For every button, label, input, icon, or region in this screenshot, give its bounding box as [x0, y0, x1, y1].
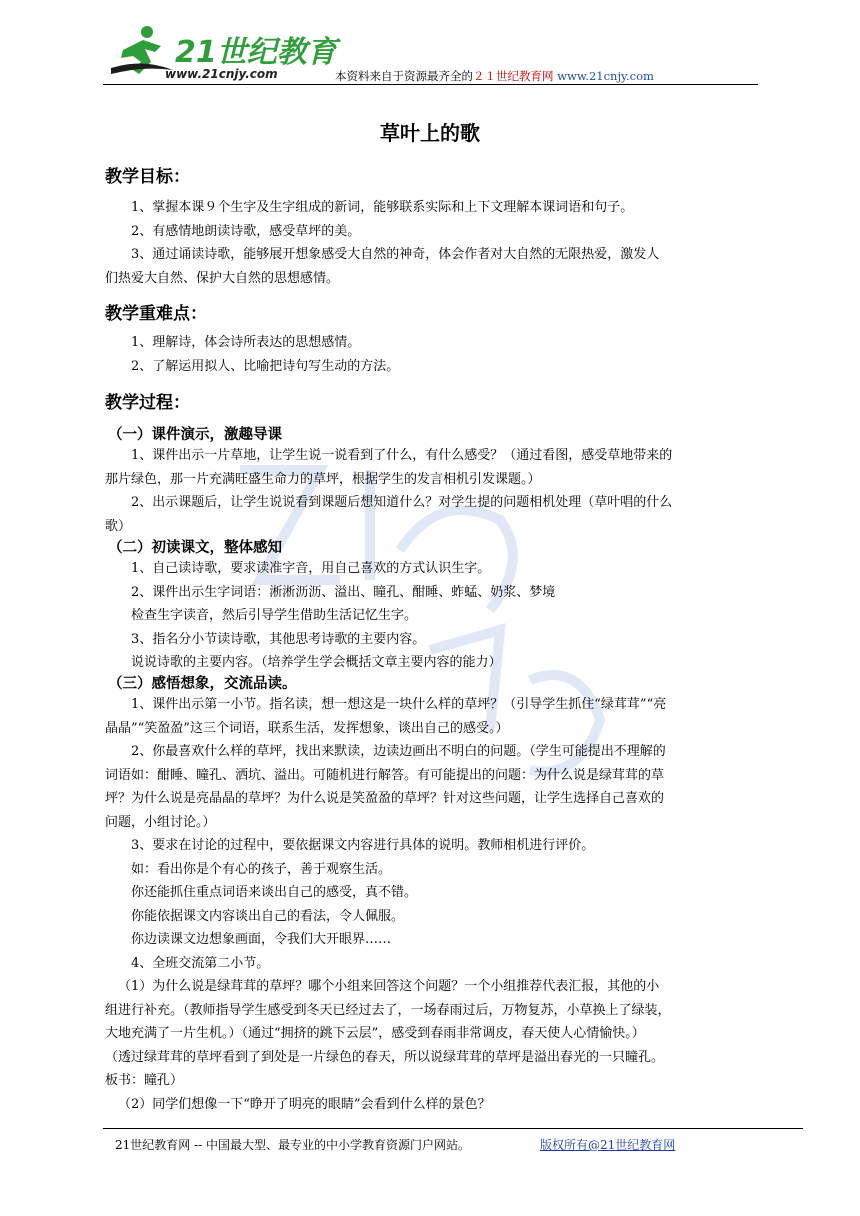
part3-line: 大地充满了一片生机。）（通过“拥挤的跳下云层”，感受到春雨非常调皮，春天使人心情愉快。）	[105, 1026, 645, 1041]
key-line: 2、了解运用拟人、比喻把诗句写生动的方法。	[131, 358, 400, 374]
part2-line: 说说诗歌的主要内容。（培养学生学会概括文章主要内容的能力）	[131, 655, 502, 670]
part2-line: 1、自己读诗歌，要求读准字音，用自己喜欢的方式认识生字。	[131, 561, 491, 576]
goals-block	[105, 196, 757, 290]
page-header	[103, 22, 758, 86]
source-prefix: 本资料来自于资源最齐全的	[335, 69, 473, 83]
source-line	[335, 68, 654, 84]
part3-line: （2）同学们想像一下“睁开了明亮的眼睛”会看到什么样的景色？	[118, 1096, 491, 1112]
part3-line: 问题，小组讨论。）	[105, 814, 216, 830]
part3-line: （透过绿茸茸的草坪看到了到处是一片绿色的春天，所以说绿茸茸的草坪是溢出春光的一只瞳孔。	[105, 1049, 665, 1065]
part3-line: 你能依据课文内容谈出自己的看法，令人佩服。	[131, 908, 405, 924]
part3-line: 如：看出你是个有心的孩子，善于观察生活。	[131, 861, 392, 877]
heading-process: 教学过程：	[105, 393, 190, 413]
heading-part2: （二）初读课文，整体感知	[108, 540, 282, 556]
part2-block	[105, 557, 757, 675]
part3-line: 你还能抓住重点词语来谈出自己的感受，真不错。	[131, 885, 418, 900]
source-site[interactable]: ２１世纪教育网	[473, 69, 554, 83]
part3-block	[105, 693, 757, 1116]
part1-block	[105, 444, 757, 538]
part3-line: 3、要求在讨论的过程中，要依据课文内容进行具体的说明。教师相机进行评价。	[131, 838, 595, 853]
part3-line: 坪？为什么说是亮晶晶的草坪？为什么说是笑盈盈的草坪？针对这些问题，让学生选择自己喜欢的	[105, 791, 665, 806]
svg-text:21世纪教育: 21世纪教育	[175, 35, 337, 70]
heading-part3: （三）感悟想象，交流品读。	[108, 676, 297, 692]
footer-divider	[103, 1128, 803, 1129]
copyright-link[interactable]: 版权所有@21世纪教育网	[540, 1138, 676, 1152]
svg-text:www.21cnjy.com: www.21cnjy.com	[165, 67, 278, 81]
part1-line: 2、出示课题后，让学生说说看到课题后想知道什么？对学生提的问题相机处理（草叶唱的什么	[131, 495, 673, 510]
part3-line: 4、全班交流第二小节。	[131, 955, 270, 971]
part3-line: 晶晶”“笑盈盈”这三个词语，联系生活，发挥想象，谈出自己的感受。）	[105, 720, 509, 736]
page-footer	[115, 1136, 676, 1153]
heading-part1: （一）课件演示，激趣导课	[108, 427, 282, 443]
key-block	[105, 331, 757, 378]
key-line: 1、理解诗，体会诗所表达的思想感情。	[131, 335, 361, 350]
heading-goals: 教学目标：	[105, 167, 190, 187]
part2-line: 2、课件出示生字词语：淅淅沥沥、溢出、瞳孔、酣睡、蚱蜢、奶浆、梦境	[131, 584, 556, 600]
heading-key-points: 教学重难点：	[105, 304, 207, 324]
source-url[interactable]: www.21cnjy.com	[557, 69, 654, 83]
goal-line: 2、有感情地朗读诗歌，感受草坪的美。	[131, 223, 361, 239]
goal-line: 3、通过诵读诗歌，能够展开想象感受大自然的神奇，体会作者对大自然的无限热爱，激发人	[131, 247, 660, 262]
part3-line: 1、课件出示第一小节。指名读，想一想这是一块什么样的草坪？（引导学生抓住“绿茸茸”“亮	[131, 697, 667, 712]
part2-line: 3、指名分小节读诗歌，其他思考诗歌的主要内容。	[131, 631, 426, 647]
document-title: 草叶上的歌	[380, 121, 480, 145]
header-divider	[103, 84, 758, 85]
goal-line: 1、掌握本课９个生字及生字组成的新词，能够联系实际和上下文理解本课词语和句子。	[131, 200, 634, 215]
part2-line: 检查生字读音，然后引导学生借助生活记忆生字。	[131, 608, 418, 623]
part3-line: 组进行补充。（教师指导学生感受到冬天已经过去了，一场春雨过后，万物复苏，小草换上了绿装，	[105, 1002, 671, 1018]
part3-line: 2、你最喜欢什么样的草坪，找出来默读，边读边画出不明白的问题。（学生可能提出不理解的	[131, 744, 666, 759]
part3-line: （1）为什么说是绿茸茸的草坪？哪个小组来回答这个问题？一个小组推荐代表汇报，其他的小	[118, 979, 660, 994]
part1-line: 1、课件出示一片草地，让学生说一说看到了什么，有什么感受？（通过看图，感受草地带来的	[131, 448, 673, 463]
part3-line: 板书：瞳孔）	[105, 1073, 184, 1088]
footer-text: 21世纪教育网 -- 中国最大型、最专业的中小学教育资源门户网站。	[115, 1138, 471, 1152]
part3-line: 你边读课文边想象画面，令我们大开眼界……	[131, 932, 392, 947]
part1-line: 歌）	[105, 518, 132, 534]
21cnjy-logo	[103, 22, 337, 84]
part3-line: 词语如：酣睡、瞳孔、洒坑、溢出。可随机进行解答。有可能提出的问题：为什么说是绿茸茸的草	[105, 767, 665, 783]
goal-line: 们热爱大自然、保护大自然的思想感情。	[105, 270, 340, 286]
part1-line: 那片绿色，那一片充满旺盛生命力的草坪，根据学生的发言相机引发课题。）	[105, 471, 541, 487]
